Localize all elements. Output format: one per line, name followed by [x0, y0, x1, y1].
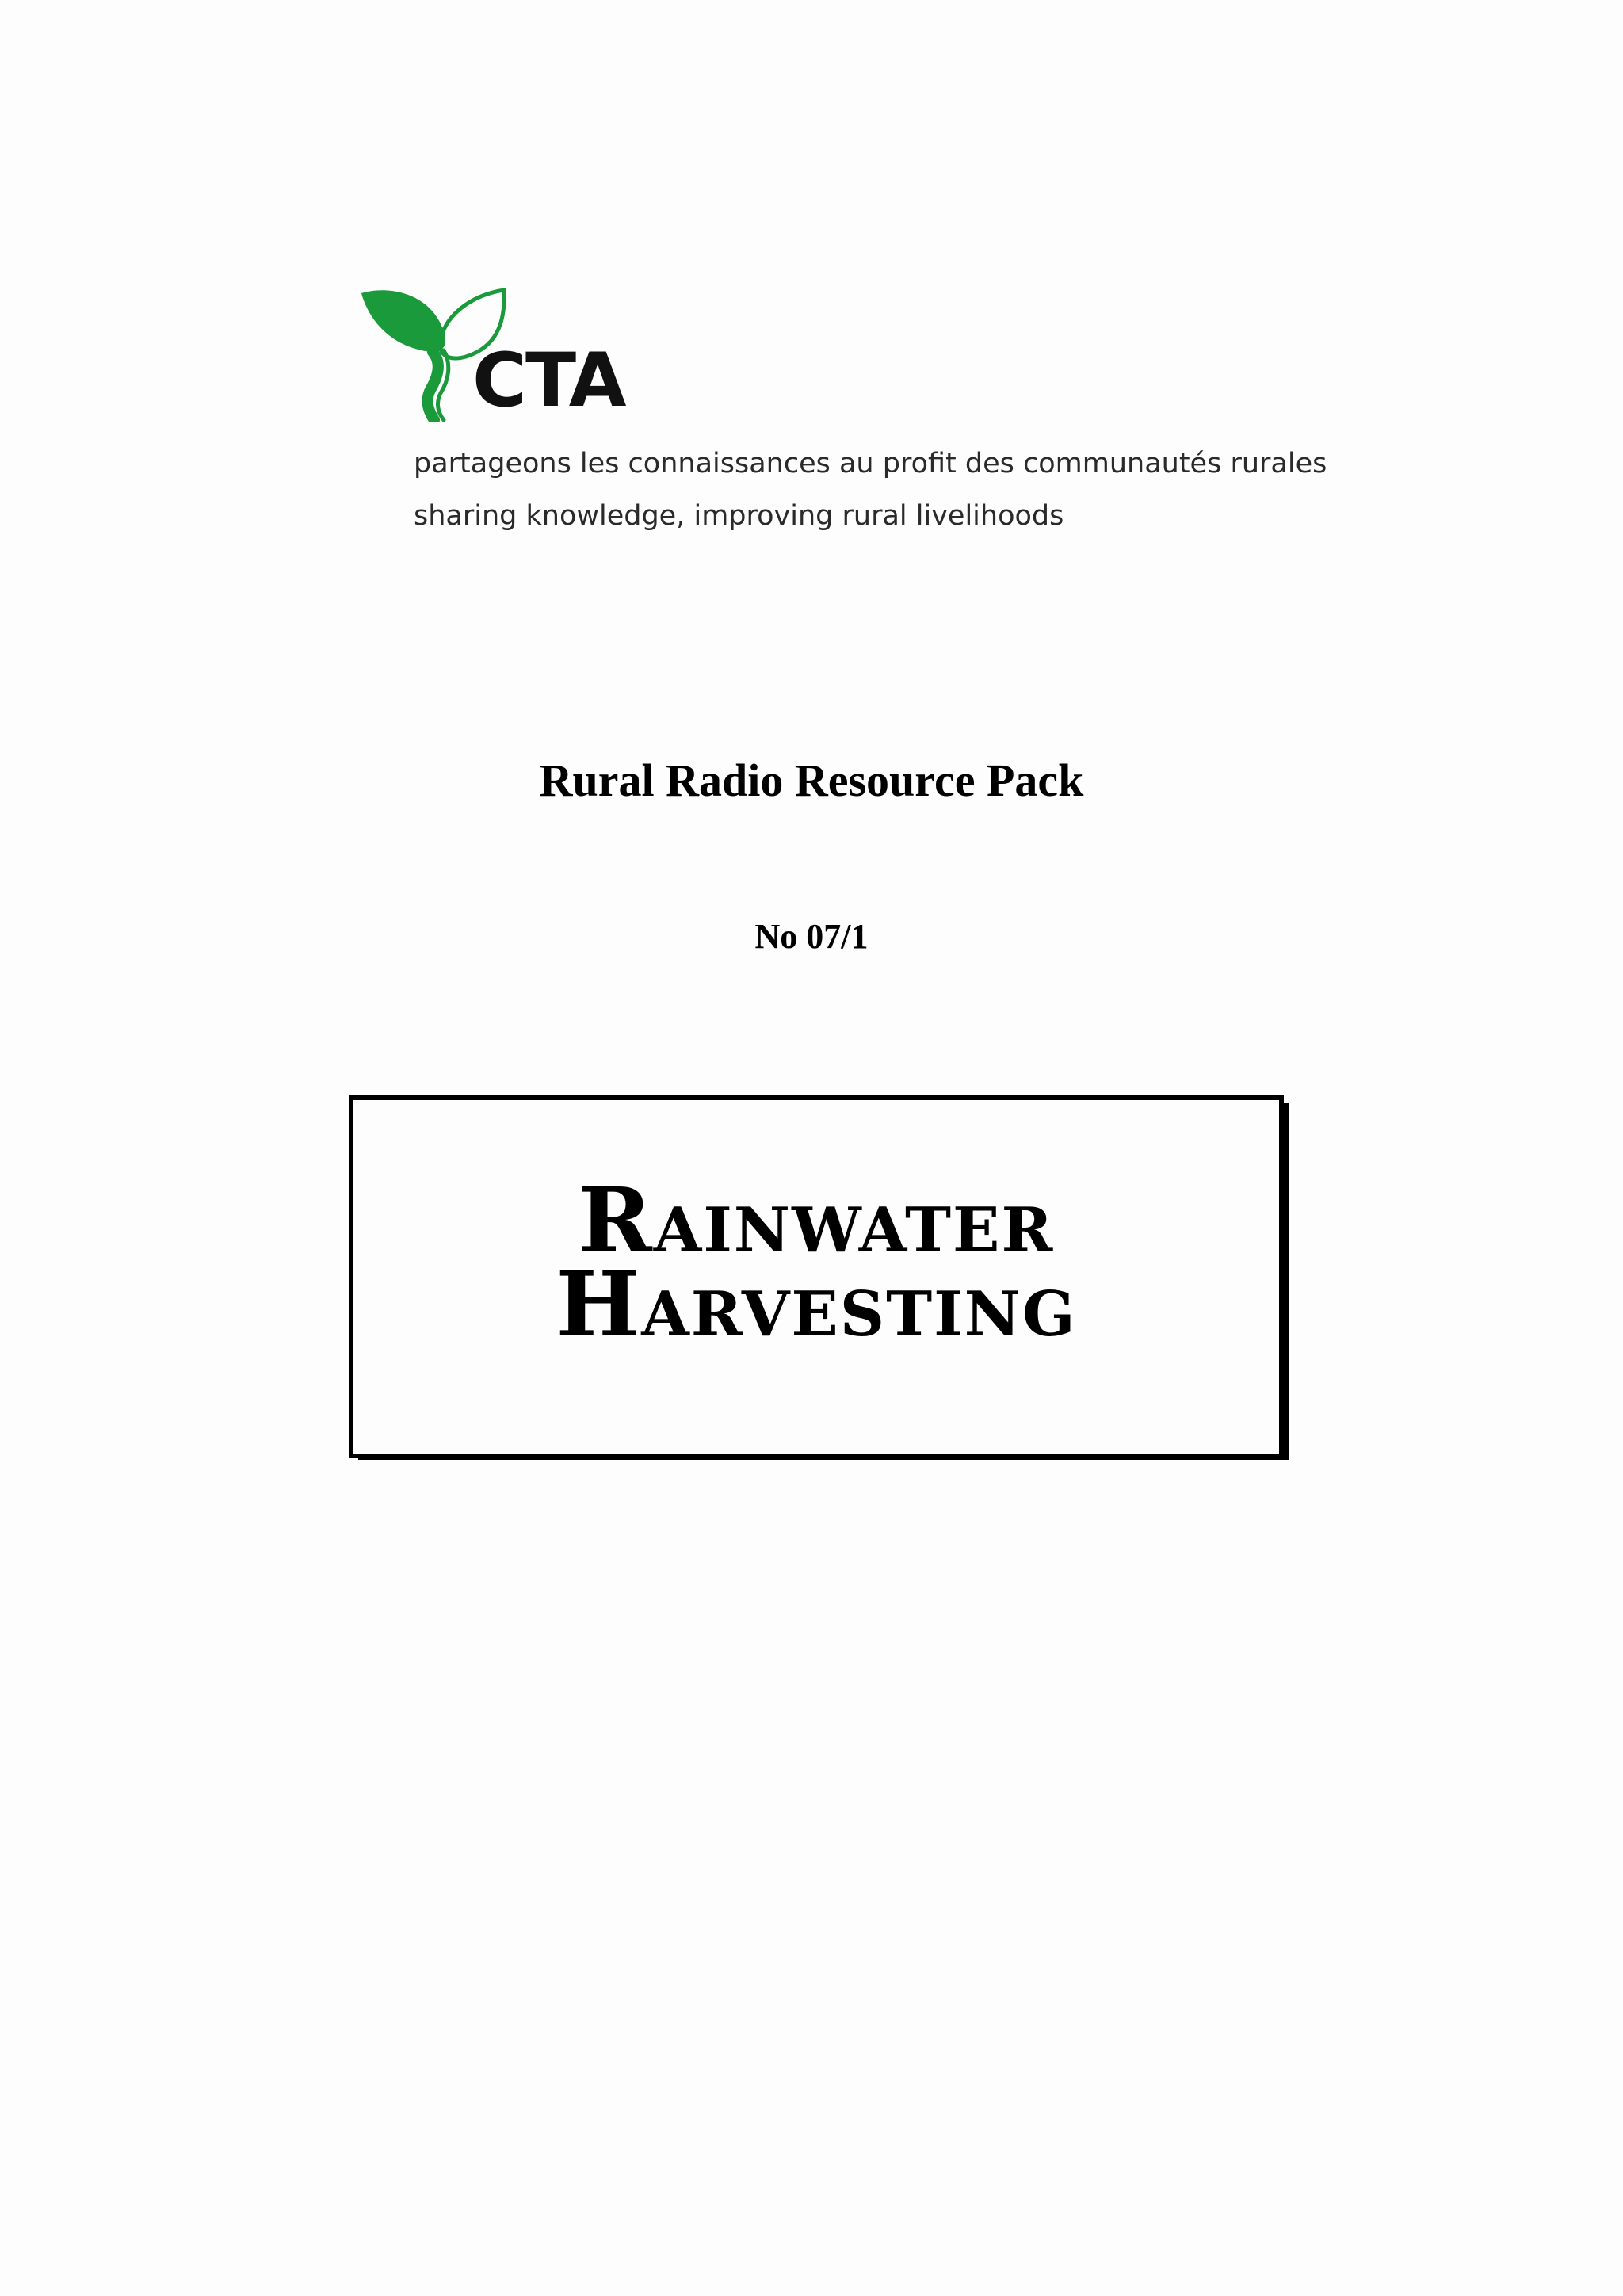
pack-number: No 07/1	[754, 917, 869, 956]
title-box	[349, 1095, 1284, 1458]
title-line-1: Rainwater	[578, 1169, 1055, 1273]
pack-title: Rural Radio Resource Pack	[539, 755, 1084, 806]
document-title	[353, 1169, 1279, 1357]
logo-wordmark: CTA	[472, 338, 625, 424]
tagline-english: sharing knowledge, improving rural livelihoods	[414, 500, 1064, 532]
title-line-2: Harvesting	[556, 1253, 1077, 1357]
cta-logo	[355, 284, 1327, 545]
tagline-french: partageons les connaissances au profit des communautés rurales	[414, 448, 1327, 479]
